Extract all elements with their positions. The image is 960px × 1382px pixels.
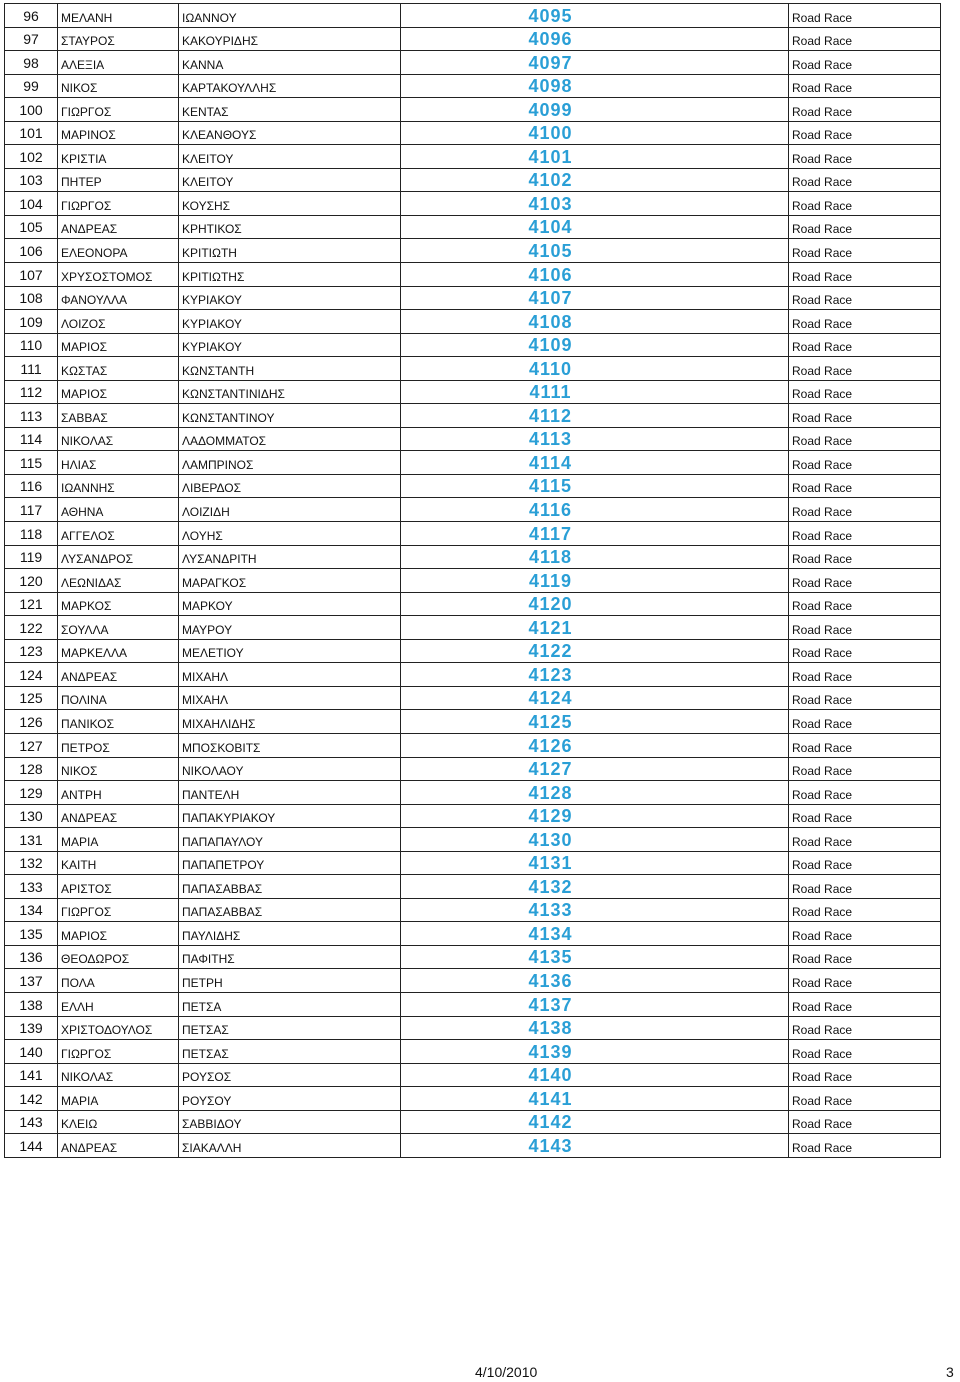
last-name: ΚΑΝΝΑ (179, 51, 401, 75)
race-category: Road Race (789, 168, 941, 192)
race-category: Road Race (789, 569, 941, 593)
row-number: 113 (5, 404, 58, 428)
table-row (5, 569, 941, 593)
table-row (5, 192, 941, 216)
table-row (5, 98, 941, 122)
row-number: 126 (5, 710, 58, 734)
row-number: 131 (5, 828, 58, 852)
row-number: 124 (5, 663, 58, 687)
last-name: ΠΑΠΑΠΕΤΡΟΥ (179, 851, 401, 875)
race-category: Road Race (789, 592, 941, 616)
bib-number: 4108 (401, 310, 789, 334)
table-row (5, 898, 941, 922)
last-name: ΠΕΤΡΗ (179, 969, 401, 993)
last-name: ΝΙΚΟΛΑΟΥ (179, 757, 401, 781)
last-name: ΜΕΛΕΤΙΟΥ (179, 639, 401, 663)
race-category: Road Race (789, 1040, 941, 1064)
bib-number: 4111 (401, 380, 789, 404)
last-name: ΚΩΝΣΤΑΝΤΙΝΙΔΗΣ (179, 380, 401, 404)
last-name: ΠΕΤΣΑΣ (179, 1016, 401, 1040)
first-name: ΓΙΩΡΓΟΣ (58, 898, 179, 922)
last-name: ΚΥΡΙΑΚΟΥ (179, 310, 401, 334)
last-name: ΚΡΗΤΙΚΟΣ (179, 215, 401, 239)
first-name: ΚΛΕΙΩ (58, 1110, 179, 1134)
row-number: 109 (5, 310, 58, 334)
race-category: Road Race (789, 781, 941, 805)
bib-number: 4114 (401, 451, 789, 475)
race-category: Road Race (789, 145, 941, 169)
first-name: ΗΛΙΑΣ (58, 451, 179, 475)
last-name: ΠΑΦΙΤΗΣ (179, 945, 401, 969)
race-category: Road Race (789, 121, 941, 145)
row-number: 130 (5, 804, 58, 828)
first-name: ΑΛΕΞΙΑ (58, 51, 179, 75)
table-row (5, 1087, 941, 1111)
last-name: ΜΙΧΑΗΛ (179, 686, 401, 710)
row-number: 112 (5, 380, 58, 404)
table-row (5, 74, 941, 98)
last-name: ΚΩΝΣΤΑΝΤΗ (179, 357, 401, 381)
race-category: Road Race (789, 828, 941, 852)
table-row (5, 686, 941, 710)
table-row (5, 781, 941, 805)
last-name: ΠΑΠΑΣΑΒΒΑΣ (179, 898, 401, 922)
first-name: ΠΗΤΕΡ (58, 168, 179, 192)
last-name: ΙΩΑΝΝΟΥ (179, 4, 401, 28)
last-name: ΜΑΡΑΓΚΟΣ (179, 569, 401, 593)
table-row (5, 215, 941, 239)
row-number: 115 (5, 451, 58, 475)
bib-number: 4112 (401, 404, 789, 428)
bib-number: 4142 (401, 1110, 789, 1134)
last-name: ΜΠΟΣΚΟΒΙΤΣ (179, 733, 401, 757)
table-row (5, 286, 941, 310)
table-row (5, 357, 941, 381)
race-category: Road Race (789, 263, 941, 287)
last-name: ΠΑΠΑΣΑΒΒΑΣ (179, 875, 401, 899)
row-number: 117 (5, 498, 58, 522)
first-name: ΝΙΚΟΣ (58, 757, 179, 781)
race-category: Road Race (789, 686, 941, 710)
bib-number: 4127 (401, 757, 789, 781)
race-category: Road Race (789, 710, 941, 734)
first-name: ΝΙΚΟΛΑΣ (58, 427, 179, 451)
table-row (5, 757, 941, 781)
bib-number: 4101 (401, 145, 789, 169)
participants-table (4, 3, 941, 1158)
table-row (5, 522, 941, 546)
table-row (5, 1063, 941, 1087)
bib-number: 4113 (401, 427, 789, 451)
row-number: 98 (5, 51, 58, 75)
row-number: 96 (5, 4, 58, 28)
table-row (5, 451, 941, 475)
first-name: ΘΕΟΔΩΡΟΣ (58, 945, 179, 969)
bib-number: 4129 (401, 804, 789, 828)
race-category: Road Race (789, 522, 941, 546)
row-number: 139 (5, 1016, 58, 1040)
bib-number: 4106 (401, 263, 789, 287)
bib-number: 4095 (401, 4, 789, 28)
race-category: Road Race (789, 1134, 941, 1158)
first-name: ΛΥΣΑΝΔΡΟΣ (58, 545, 179, 569)
race-category: Road Race (789, 616, 941, 640)
last-name: ΠΑΝΤΕΛΗ (179, 781, 401, 805)
first-name: ΜΑΡΙΟΣ (58, 333, 179, 357)
race-category: Road Race (789, 451, 941, 475)
last-name: ΛΙΒΕΡΔΟΣ (179, 474, 401, 498)
race-category: Road Race (789, 1110, 941, 1134)
bib-number: 4121 (401, 616, 789, 640)
first-name: ΓΙΩΡΓΟΣ (58, 98, 179, 122)
table-row (5, 639, 941, 663)
race-category: Road Race (789, 27, 941, 51)
row-number: 136 (5, 945, 58, 969)
first-name: ΜΑΡΙΑ (58, 1087, 179, 1111)
first-name: ΑΝΔΡΕΑΣ (58, 1134, 179, 1158)
bib-number: 4104 (401, 215, 789, 239)
row-number: 102 (5, 145, 58, 169)
bib-number: 4098 (401, 74, 789, 98)
table-row (5, 922, 941, 946)
row-number: 128 (5, 757, 58, 781)
last-name: ΛΑΔΟΜΜΑΤΟΣ (179, 427, 401, 451)
bib-number: 4133 (401, 898, 789, 922)
bib-number: 4125 (401, 710, 789, 734)
race-category: Road Race (789, 427, 941, 451)
bib-number: 4120 (401, 592, 789, 616)
first-name: ΑΝΤΡΗ (58, 781, 179, 805)
last-name: ΜΑΥΡΟΥ (179, 616, 401, 640)
table-row (5, 239, 941, 263)
last-name: ΚΛΕΑΝΘΟΥΣ (179, 121, 401, 145)
table-row (5, 380, 941, 404)
last-name: ΚΩΝΣΤΑΝΤΙΝΟΥ (179, 404, 401, 428)
first-name: ΝΙΚΟΣ (58, 74, 179, 98)
table-row (5, 145, 941, 169)
table-row (5, 263, 941, 287)
first-name: ΛΟΙΖΟΣ (58, 310, 179, 334)
last-name: ΚΡΙΤΙΩΤΗΣ (179, 263, 401, 287)
race-category: Road Race (789, 474, 941, 498)
race-category: Road Race (789, 875, 941, 899)
bib-number: 4140 (401, 1063, 789, 1087)
first-name: ΑΝΔΡΕΑΣ (58, 804, 179, 828)
row-number: 135 (5, 922, 58, 946)
row-number: 118 (5, 522, 58, 546)
table-row (5, 427, 941, 451)
race-category: Road Race (789, 498, 941, 522)
first-name: ΠΕΤΡΟΣ (58, 733, 179, 757)
bib-number: 4137 (401, 992, 789, 1016)
first-name: ΠΟΛΑ (58, 969, 179, 993)
table-row (5, 710, 941, 734)
bib-number: 4117 (401, 522, 789, 546)
bib-number: 4134 (401, 922, 789, 946)
race-category: Road Race (789, 922, 941, 946)
first-name: ΑΡΙΣΤΟΣ (58, 875, 179, 899)
race-category: Road Race (789, 969, 941, 993)
table-row (5, 1134, 941, 1158)
first-name: ΓΙΩΡΓΟΣ (58, 192, 179, 216)
bib-number: 4135 (401, 945, 789, 969)
bib-number: 4131 (401, 851, 789, 875)
bib-number: 4099 (401, 98, 789, 122)
race-category: Road Race (789, 51, 941, 75)
row-number: 111 (5, 357, 58, 381)
table-row (5, 310, 941, 334)
bib-number: 4123 (401, 663, 789, 687)
race-category: Road Race (789, 851, 941, 875)
bib-number: 4097 (401, 51, 789, 75)
row-number: 125 (5, 686, 58, 710)
race-category: Road Race (789, 639, 941, 663)
row-number: 105 (5, 215, 58, 239)
row-number: 142 (5, 1087, 58, 1111)
last-name: ΠΑΥΛΙΔΗΣ (179, 922, 401, 946)
race-category: Road Race (789, 404, 941, 428)
first-name: ΑΘΗΝΑ (58, 498, 179, 522)
row-number: 114 (5, 427, 58, 451)
row-number: 108 (5, 286, 58, 310)
last-name: ΚΥΡΙΑΚΟΥ (179, 286, 401, 310)
first-name: ΜΑΡΙΟΣ (58, 922, 179, 946)
page-number: 3 (946, 1364, 954, 1380)
first-name: ΜΑΡΙΑ (58, 828, 179, 852)
row-number: 137 (5, 969, 58, 993)
table-row (5, 663, 941, 687)
row-number: 104 (5, 192, 58, 216)
table-row (5, 545, 941, 569)
table-row (5, 4, 941, 28)
race-category: Road Race (789, 945, 941, 969)
race-category: Road Race (789, 215, 941, 239)
last-name: ΛΟΙΖΙΔΗ (179, 498, 401, 522)
first-name: ΠΟΛΙΝΑ (58, 686, 179, 710)
bib-number: 4132 (401, 875, 789, 899)
first-name: ΚΩΣΤΑΣ (58, 357, 179, 381)
last-name: ΚΛΕΙΤΟΥ (179, 145, 401, 169)
bib-number: 4115 (401, 474, 789, 498)
participants-table-body (5, 4, 941, 1158)
first-name: ΝΙΚΟΛΑΣ (58, 1063, 179, 1087)
table-row (5, 969, 941, 993)
bib-number: 4126 (401, 733, 789, 757)
first-name: ΕΛΛΗ (58, 992, 179, 1016)
first-name: ΜΑΡΚΕΛΛΑ (58, 639, 179, 663)
table-row (5, 1016, 941, 1040)
race-category: Road Race (789, 898, 941, 922)
last-name: ΚΕΝΤΑΣ (179, 98, 401, 122)
first-name: ΙΩΑΝΝΗΣ (58, 474, 179, 498)
row-number: 138 (5, 992, 58, 1016)
table-row (5, 828, 941, 852)
table-row (5, 875, 941, 899)
bib-number: 4130 (401, 828, 789, 852)
bib-number: 4143 (401, 1134, 789, 1158)
first-name: ΜΑΡΚΟΣ (58, 592, 179, 616)
row-number: 106 (5, 239, 58, 263)
row-number: 127 (5, 733, 58, 757)
bib-number: 4107 (401, 286, 789, 310)
row-number: 107 (5, 263, 58, 287)
last-name: ΠΕΤΣΑΣ (179, 1040, 401, 1064)
row-number: 101 (5, 121, 58, 145)
row-number: 140 (5, 1040, 58, 1064)
bib-number: 4122 (401, 639, 789, 663)
bib-number: 4141 (401, 1087, 789, 1111)
first-name: ΦΑΝΟΥΛΛΑ (58, 286, 179, 310)
last-name: ΠΑΠΑΠΑΥΛΟΥ (179, 828, 401, 852)
bib-number: 4105 (401, 239, 789, 263)
race-category: Road Race (789, 310, 941, 334)
race-category: Road Race (789, 239, 941, 263)
table-row (5, 592, 941, 616)
last-name: ΛΟΥΗΣ (179, 522, 401, 546)
bib-number: 4118 (401, 545, 789, 569)
footer-date: 4/10/2010 (475, 1364, 538, 1380)
row-number: 119 (5, 545, 58, 569)
race-category: Road Race (789, 357, 941, 381)
first-name: ΚΑΙΤΗ (58, 851, 179, 875)
bib-number: 4138 (401, 1016, 789, 1040)
table-row (5, 333, 941, 357)
last-name: ΣΑΒΒΙΔΟΥ (179, 1110, 401, 1134)
table-row (5, 474, 941, 498)
last-name: ΚΛΕΙΤΟΥ (179, 168, 401, 192)
first-name: ΜΑΡΙΟΣ (58, 380, 179, 404)
first-name: ΣΟΥΛΛΑ (58, 616, 179, 640)
last-name: ΠΑΠΑΚΥΡΙΑΚΟΥ (179, 804, 401, 828)
race-category: Road Race (789, 1016, 941, 1040)
row-number: 133 (5, 875, 58, 899)
row-number: 97 (5, 27, 58, 51)
row-number: 132 (5, 851, 58, 875)
table-row (5, 733, 941, 757)
last-name: ΚΡΙΤΙΩΤΗ (179, 239, 401, 263)
last-name: ΛΑΜΠΡΙΝΟΣ (179, 451, 401, 475)
last-name: ΜΙΧΑΗΛ (179, 663, 401, 687)
row-number: 143 (5, 1110, 58, 1134)
row-number: 116 (5, 474, 58, 498)
bib-number: 4100 (401, 121, 789, 145)
table-row (5, 168, 941, 192)
bib-number: 4096 (401, 27, 789, 51)
race-category: Road Race (789, 98, 941, 122)
last-name: ΛΥΣΑΝΔΡΙΤΗ (179, 545, 401, 569)
row-number: 129 (5, 781, 58, 805)
table-row (5, 945, 941, 969)
bib-number: 4139 (401, 1040, 789, 1064)
first-name: ΣΑΒΒΑΣ (58, 404, 179, 428)
first-name: ΕΛΕΟΝΟΡΑ (58, 239, 179, 263)
first-name: ΑΝΔΡΕΑΣ (58, 215, 179, 239)
race-category: Road Race (789, 192, 941, 216)
first-name: ΧΡΙΣΤΟΔΟΥΛΟΣ (58, 1016, 179, 1040)
last-name: ΚΥΡΙΑΚΟΥ (179, 333, 401, 357)
race-category: Road Race (789, 757, 941, 781)
table-row (5, 1110, 941, 1134)
row-number: 141 (5, 1063, 58, 1087)
bib-number: 4102 (401, 168, 789, 192)
table-row (5, 851, 941, 875)
first-name: ΑΓΓΕΛΟΣ (58, 522, 179, 546)
first-name: ΜΑΡΙΝΟΣ (58, 121, 179, 145)
last-name: ΡΟΥΣΟΥ (179, 1087, 401, 1111)
row-number: 123 (5, 639, 58, 663)
first-name: ΧΡΥΣΟΣΤΟΜΟΣ (58, 263, 179, 287)
table-row (5, 616, 941, 640)
race-category: Road Race (789, 4, 941, 28)
race-category: Road Race (789, 804, 941, 828)
race-category: Road Race (789, 992, 941, 1016)
race-category: Road Race (789, 733, 941, 757)
last-name: ΣΙΑΚΑΛΛΗ (179, 1134, 401, 1158)
last-name: ΠΕΤΣΑ (179, 992, 401, 1016)
first-name: ΣΤΑΥΡΟΣ (58, 27, 179, 51)
row-number: 99 (5, 74, 58, 98)
row-number: 134 (5, 898, 58, 922)
table-row (5, 51, 941, 75)
race-category: Road Race (789, 286, 941, 310)
race-category: Road Race (789, 1087, 941, 1111)
row-number: 110 (5, 333, 58, 357)
bib-number: 4136 (401, 969, 789, 993)
bib-number: 4124 (401, 686, 789, 710)
first-name: ΜΕΛΑΝΗ (58, 4, 179, 28)
race-category: Road Race (789, 663, 941, 687)
last-name: ΜΙΧΑΗΛΙΔΗΣ (179, 710, 401, 734)
row-number: 121 (5, 592, 58, 616)
race-category: Road Race (789, 545, 941, 569)
last-name: ΚΑΚΟΥΡΙΔΗΣ (179, 27, 401, 51)
last-name: ΜΑΡΚΟΥ (179, 592, 401, 616)
race-category: Road Race (789, 333, 941, 357)
bib-number: 4119 (401, 569, 789, 593)
bib-number: 4103 (401, 192, 789, 216)
bib-number: 4109 (401, 333, 789, 357)
bib-number: 4110 (401, 357, 789, 381)
race-category: Road Race (789, 1063, 941, 1087)
table-row (5, 121, 941, 145)
bib-number: 4116 (401, 498, 789, 522)
last-name: ΚΑΡΤΑΚΟΥΛΛΗΣ (179, 74, 401, 98)
last-name: ΡΟΥΣΟΣ (179, 1063, 401, 1087)
first-name: ΑΝΔΡΕΑΣ (58, 663, 179, 687)
table-row (5, 992, 941, 1016)
row-number: 100 (5, 98, 58, 122)
row-number: 103 (5, 168, 58, 192)
row-number: 144 (5, 1134, 58, 1158)
first-name: ΠΑΝΙΚΟΣ (58, 710, 179, 734)
first-name: ΛΕΩΝΙΔΑΣ (58, 569, 179, 593)
first-name: ΓΙΩΡΓΟΣ (58, 1040, 179, 1064)
last-name: ΚΟΥΣΗΣ (179, 192, 401, 216)
table-row (5, 27, 941, 51)
table-row (5, 1040, 941, 1064)
race-category: Road Race (789, 74, 941, 98)
table-row (5, 404, 941, 428)
bib-number: 4128 (401, 781, 789, 805)
table-row (5, 804, 941, 828)
row-number: 122 (5, 616, 58, 640)
table-row (5, 498, 941, 522)
row-number: 120 (5, 569, 58, 593)
race-category: Road Race (789, 380, 941, 404)
first-name: ΚΡΙΣΤΙΑ (58, 145, 179, 169)
